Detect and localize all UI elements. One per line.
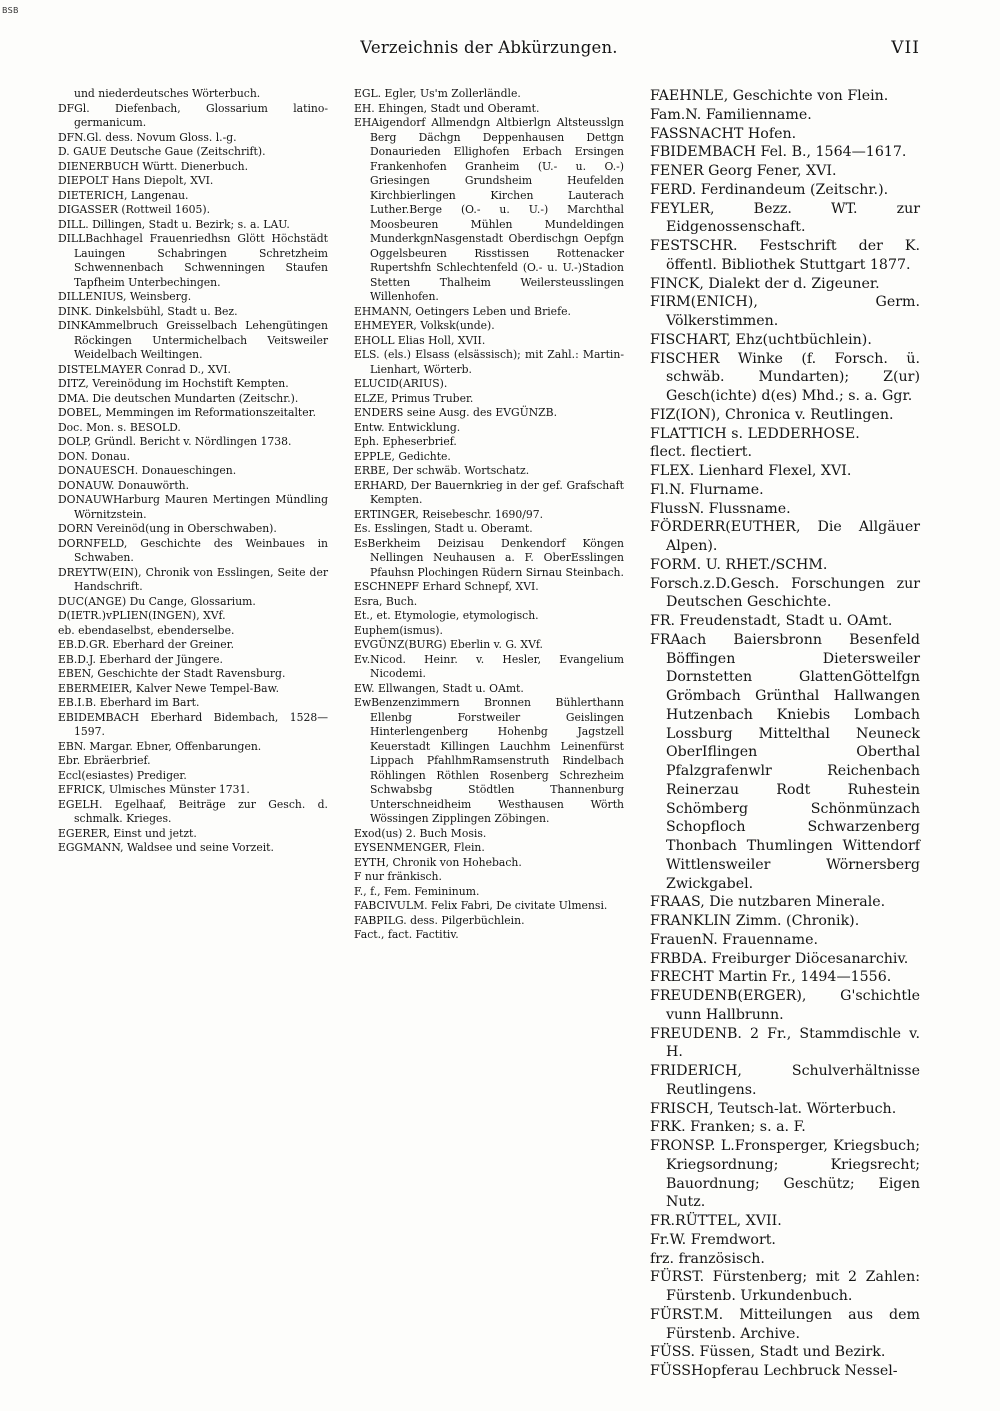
abbreviation-entry: ENDERS seine Ausg. des EVGÜNZB. bbox=[354, 406, 558, 419]
abbreviation-entry: FESTSCHR. Festschrift der K. öffentl. Bibliothek Stuttgart 1877. bbox=[650, 238, 920, 273]
abbreviation-entry: FRISCH, Teutsch-lat. Wörterbuch. bbox=[650, 1100, 897, 1117]
abbreviation-entry: Eph. Epheserbrief. bbox=[354, 435, 457, 448]
abbreviation-entry: EBIDEMBACH Eberhard Bidembach, 1528—1597. bbox=[58, 710, 328, 738]
abbreviation-entry: Eccl(esiastes) Prediger. bbox=[58, 768, 187, 782]
abbreviation-entry: FÖRDERR(EUTHER, Die Allgäuer Alpen). bbox=[650, 519, 920, 554]
abbreviation-entry: ELS. (els.) Elsass (elsässisch); mit Zahl.: Martin-Lienhart, Wörterb. bbox=[354, 348, 624, 376]
abbreviation-entry: EHOLL Elias Holl, XVII. bbox=[354, 333, 486, 347]
abbreviation-entry: EFRICK, Ulmisches Münster 1731. bbox=[58, 783, 250, 796]
abbreviation-entry: EGERER, Einst und jetzt. bbox=[58, 826, 197, 840]
abbreviation-entry: Ev.Nicod. Heinr. v. Hesler, Evangelium Nicodemi. bbox=[354, 652, 624, 680]
abbreviation-entry: DUC(ANGE) Du Cange, Glossarium. bbox=[58, 594, 256, 608]
abbreviation-entry: FÜRST. Fürstenberg; mit 2 Zahlen: Fürstenb. Urkundenbuch. bbox=[650, 1269, 920, 1304]
abbreviation-entry: FIZ(ION), Chronica v. Reutlingen. bbox=[650, 406, 894, 423]
abbreviation-entry: Entw. Entwicklung. bbox=[354, 420, 461, 434]
abbreviation-entry: ERTINGER, Reisebeschr. 1690/97. bbox=[354, 507, 544, 521]
abbreviation-entry: Fl.N. Flurname. bbox=[650, 481, 764, 498]
abbreviation-entry: Ebr. Ebräerbrief. bbox=[58, 754, 151, 767]
abbreviation-entry: EH. Ehingen, Stadt und Oberamt. bbox=[354, 101, 540, 115]
abbreviation-entry: FR. Freudenstadt, Stadt u. OAmt. bbox=[650, 613, 893, 629]
abbreviation-entry: DIENERBUCH Württ. Dienerbuch. bbox=[58, 159, 249, 173]
abbreviation-entry: FR.RÜTTEL, XVII. bbox=[650, 1213, 782, 1229]
abbreviation-entry: FRAach Baiersbronn Besenfeld Böffingen Dietersweiler Dornstetten GlattenGöttelfgn Grömbach Grünthal Hallwangen Hutzenbach Kniebis Lombach Lossburg Mittelthal Neuneck OberIflingen Oberthal Pfalzgrafenwlr Reichenbach Reinerzau Rodt Ruhestein Schömberg Schönmünzach Schopfloch Schwarzenberg Thonbach Thumlingen Wittendorf Wittlensweiler Wörnersberg Zwickgabel. bbox=[650, 631, 920, 892]
abbreviation-entry: EHAigendorf Allmendgn Altbierlgn Altsteusslgn Berg Dächgn Deppenhausen Dettgn Donaurieden Ellighofen Erbach Ersingen Frankenhofen Granheim (U.- u. O.-) Griesingen Grundsheim Heufelden Kirchbierlingen Kirchen Lauterach Luther.Berge (O.- u. U.-) Marchthal Moosbeuren Mühlen Mundeldingen MunderkgnNasgenstadt Oberdischgn Oepfgn Oggelsbeuren Risstissen Rottenacker Rupertshfn Schlechtenfeld (O.- u. U.-)Stadion Stetten Thalheim Weilersteusslingen Willenhofen. bbox=[354, 116, 624, 303]
abbreviation-entry: FRONSP. L.Fronsperger, Kriegsbuch; Kriegsordnung; Kriegsrecht; Bauordnung; Geschütz; Eigen Nutz. bbox=[650, 1138, 920, 1211]
abbreviation-entry: EHMEYER, Volksk(unde). bbox=[354, 319, 495, 332]
abbreviation-entry: FORM. U. RHET./SCHM. bbox=[650, 556, 828, 573]
abbreviation-entry: FLEX. Lienhard Flexel, XVI. bbox=[650, 463, 852, 479]
abbreviation-entry: FÜSS. Füssen, Stadt und Bezirk. bbox=[650, 1344, 886, 1361]
abbreviation-entry: FINCK, Dialekt der d. Zigeuner. bbox=[650, 275, 880, 292]
library-stamp: BSB bbox=[2, 6, 19, 15]
abbreviation-entry: DIETERICH, Langenau. bbox=[58, 188, 189, 202]
abbreviation-entry: DILLBachhagel Frauenriedhsn Glött Höchstädt Lauingen Schabringen Schretzheim Schwennenbach Schwenningen Staufen Tapfheim Unterbechingen. bbox=[58, 232, 328, 289]
abbreviation-entry: ERHARD, Der Bauernkrieg in der gef. Grafschaft Kempten. bbox=[354, 478, 624, 506]
abbreviation-entry: DILL. Dillingen, Stadt u. Bezirk; s. a. LAU. bbox=[58, 217, 290, 231]
abbreviation-entry: ELZE, Primus Truber. bbox=[354, 391, 474, 405]
abbreviation-entry: FRANKLIN Zimm. (Chronik). bbox=[650, 913, 860, 929]
abbreviation-entry: DONAUW. Donauwörth. bbox=[58, 478, 190, 492]
abbreviation-entry: F nur fränkisch. bbox=[354, 870, 442, 883]
abbreviation-entry: DORNFELD, Geschichte des Weinbaues in Schwaben. bbox=[58, 536, 328, 564]
abbreviation-entry: F., f., Fem. Femininum. bbox=[354, 884, 480, 898]
abbreviation-entry: FÜSSHopferau Lechbruck Nessel- bbox=[650, 1363, 898, 1379]
abbreviation-entry: FRAAS, Die nutzbaren Minerale. bbox=[650, 894, 886, 911]
abbreviation-entry: DFN.Gl. dess. Novum Gloss. l.-g. bbox=[58, 130, 237, 144]
abbreviation-entry: FEYLER, Bezz. WT. zur Eidgenossenschaft. bbox=[650, 200, 920, 236]
abbreviation-entry: FLATTICH s. LEDDERHOSE. bbox=[650, 425, 860, 442]
abbreviation-entry: ERBE, Der schwäb. Wortschatz. bbox=[354, 464, 530, 477]
abbreviation-entry: ESCHNEPF Erhard Schnepf, XVI. bbox=[354, 580, 539, 593]
abbreviation-entry: Euphem(ismus). bbox=[354, 623, 443, 637]
abbreviation-entry: FAEHNLE, Geschichte von Flein. bbox=[650, 88, 889, 104]
abbreviation-entry: FIRM(ENICH), Germ. Völkerstimmen. bbox=[650, 294, 920, 329]
abbreviation-entry: EHMANN, Oetingers Leben und Briefe. bbox=[354, 304, 571, 318]
abbreviation-entry: D. GAUE Deutsche Gaue (Zeitschrift). bbox=[58, 145, 266, 158]
abbreviation-entry: FREUDENB(ERGER), G'schichtle vunn Hallbrunn. bbox=[650, 988, 920, 1023]
abbreviation-entry: DFGl. Diefenbach, Glossarium latino-germanicum. bbox=[58, 101, 328, 129]
abbreviation-entry: DINKAmmelbruch Greisselbach Lehengütingen Röckingen Untermichelbach Veitsweiler Weidelbach Weiltingen. bbox=[58, 319, 328, 361]
abbreviation-entry: FENER Georg Fener, XVI. bbox=[650, 163, 837, 179]
abbreviation-entry: FRECHT Martin Fr., 1494—1556. bbox=[650, 969, 892, 986]
abbreviation-entry: Fr.W. Fremdwort. bbox=[650, 1231, 776, 1248]
abbreviation-entry: EPPLE, Gedichte. bbox=[354, 449, 451, 463]
abbreviation-entry: Et., et. Etymologie, etymologisch. bbox=[354, 609, 539, 622]
abbreviation-entry: FRK. Franken; s. a. F. bbox=[650, 1119, 806, 1136]
abbreviation-entry: EVGÜNZ(BURG) Eberlin v. G. XVf. bbox=[354, 638, 543, 651]
abbreviation-entry: EGELH. Egelhaaf, Beiträge zur Gesch. d. schmalk. Krieges. bbox=[58, 797, 328, 825]
abbreviation-entry: ELUCID(ARIUS). bbox=[354, 377, 448, 390]
abbreviation-entry: Es. Esslingen, Stadt u. Oberamt. bbox=[354, 522, 533, 535]
page-header bbox=[58, 38, 920, 64]
abbreviation-entry: EGL. Egler, Us'm Zollerländle. bbox=[354, 87, 521, 100]
abbreviation-entry: EwBenzenzimmern Bronnen Bühlerthann Ellenbg Forstweiler Geislingen Hinterlengenberg Hohenbg Jagstzell Keuerstadt Killingen Lauchhm Leinenfürst Lippach PfahlhmRamsenstruth Rindelbach Röhlingen Röthlen Rosenberg Schrezheim Schwabsbg Stödtlen Thannenburg Unterschneidheim Westhausen Wörth Wössingen Zipplingen Zöbingen. bbox=[354, 696, 624, 825]
running-title: Verzeichnis der Abkürzungen. bbox=[360, 38, 618, 57]
abbreviation-entry: Exod(us) 2. Buch Mosis. bbox=[354, 826, 487, 840]
abbreviation-entry: EGGMANN, Waldsee und seine Vorzeit. bbox=[58, 841, 274, 854]
abbreviation-entry: und niederdeutsches Wörterbuch. bbox=[74, 87, 261, 100]
abbreviation-entry: frz. französisch. bbox=[650, 1250, 765, 1267]
abbreviation-entry: EB.D.J. Eberhard der Jüngere. bbox=[58, 652, 223, 666]
abbreviation-entry: DORN Vereinöd(ung in Oberschwaben). bbox=[58, 522, 277, 535]
abbreviation-entry: FABCIVULM. Felix Fabri, De civitate Ulmensi. bbox=[354, 899, 608, 912]
abbreviation-entry: EBN. Margar. Ebner, Offenbarungen. bbox=[58, 739, 262, 753]
abbreviation-entry: DIGASSER (Rottweil 1605). bbox=[58, 203, 210, 216]
abbreviation-entry: EB.D.GR. Eberhard der Greiner. bbox=[58, 638, 235, 651]
abbreviation-entry: DONAUESCH. Donaueschingen. bbox=[58, 464, 237, 477]
abbreviation-entry: DREYTW(EIN), Chronik von Esslingen, Seite der Handschrift. bbox=[58, 565, 328, 593]
abbreviation-columns bbox=[58, 87, 920, 1381]
abbreviation-entry: DOBEL, Memmingen im Reformationszeitalter. bbox=[58, 406, 317, 419]
abbreviation-entry: DONAUWHarburg Mauren Mertingen Mündling Wörnitzstein. bbox=[58, 493, 328, 521]
abbreviation-entry: FrauenN. Frauenname. bbox=[650, 931, 818, 948]
abbreviation-entry: FBIDEMBACH Fel. B., 1564—1617. bbox=[650, 144, 907, 161]
abbreviation-entry: DINK. Dinkelsbühl, Stadt u. Bez. bbox=[58, 304, 238, 318]
abbreviation-entry: DILLENIUS, Weinsberg. bbox=[58, 290, 192, 303]
abbreviation-entry: FABPILG. dess. Pilgerbüchlein. bbox=[354, 913, 525, 927]
abbreviation-entry: Forsch.z.D.Gesch. Forschungen zur Deutschen Geschichte. bbox=[650, 575, 920, 611]
abbreviation-entry: DITZ, Vereinödung im Hochstift Kempten. bbox=[58, 377, 289, 390]
abbreviation-entry: DISTELMAYER Conrad D., XVI. bbox=[58, 362, 231, 376]
abbreviation-entry: EBERMEIER, Kalver Newe Tempel-Baw. bbox=[58, 681, 279, 695]
page-number: VII bbox=[891, 38, 920, 58]
abbreviation-entry: EYTH, Chronik von Hohebach. bbox=[354, 855, 522, 869]
abbreviation-entry: Fact., fact. Factitiv. bbox=[354, 928, 459, 941]
abbreviation-entry: EBEN, Geschichte der Stadt Ravensburg. bbox=[58, 667, 286, 680]
abbreviation-entry: FERD. Ferdinandeum (Zeitschr.). bbox=[650, 181, 889, 198]
abbreviation-entry: Esra, Buch. bbox=[354, 594, 418, 608]
abbreviation-entry: FREUDENB. 2 Fr., Stammdischle v. H. bbox=[650, 1025, 920, 1061]
abbreviation-entry: FÜRST.M. Mitteilungen aus dem Fürstenb. Archive. bbox=[650, 1306, 920, 1342]
abbreviation-entry: flect. flectiert. bbox=[650, 444, 752, 461]
abbreviation-entry: EB.I.B. Eberhard im Bart. bbox=[58, 696, 200, 709]
column-middle bbox=[354, 87, 624, 1381]
abbreviation-entry: DON. Donau. bbox=[58, 449, 131, 463]
abbreviation-entry: FISCHER Winke (f. Forsch. ü. schwäb. Mundarten); Z(ur) Gesch(ichte) d(es) Mhd.; s. a. Ggr. bbox=[650, 350, 920, 404]
abbreviation-entry: EYSENMENGER, Flein. bbox=[354, 841, 485, 854]
abbreviation-entry: FRBDA. Freiburger Diöcesanarchiv. bbox=[650, 950, 909, 967]
abbreviation-entry: DMA. Die deutschen Mundarten (Zeitschr.). bbox=[58, 391, 299, 405]
abbreviation-entry: EsBerkheim Deizisau Denkendorf Köngen Nellingen Neuhausen a. F. OberEsslingen Pfauhsn Plochingen Rüdern Sirnau Steinbach. bbox=[354, 536, 624, 579]
abbreviation-entry: FISCHART, Ehz(uchtbüchlein). bbox=[650, 331, 872, 348]
abbreviation-entry: Fam.N. Familienname. bbox=[650, 106, 812, 123]
abbreviation-entry: DIEPOLT Hans Diepolt, XVI. bbox=[58, 174, 214, 187]
abbreviation-entry: FASSNACHT Hofen. bbox=[650, 125, 797, 142]
abbreviation-entry: DOLP, Gründl. Bericht v. Nördlingen 1738. bbox=[58, 435, 292, 448]
abbreviation-entry: EW. Ellwangen, Stadt u. OAmt. bbox=[354, 681, 524, 695]
abbreviation-entry: FlussN. Flussname. bbox=[650, 500, 791, 517]
abbreviation-entry: Doc. Mon. s. BESOLD. bbox=[58, 420, 181, 434]
abbreviation-entry: FRIDERICH, Schulverhältnisse Reutlingens. bbox=[650, 1063, 920, 1098]
abbreviation-entry: eb. ebendaselbst, ebenderselbe. bbox=[58, 623, 235, 637]
column-right bbox=[650, 87, 920, 1381]
column-left bbox=[58, 87, 328, 1381]
abbreviation-entry: D(IETR.)vPLIEN(INGEN), XVf. bbox=[58, 609, 226, 622]
